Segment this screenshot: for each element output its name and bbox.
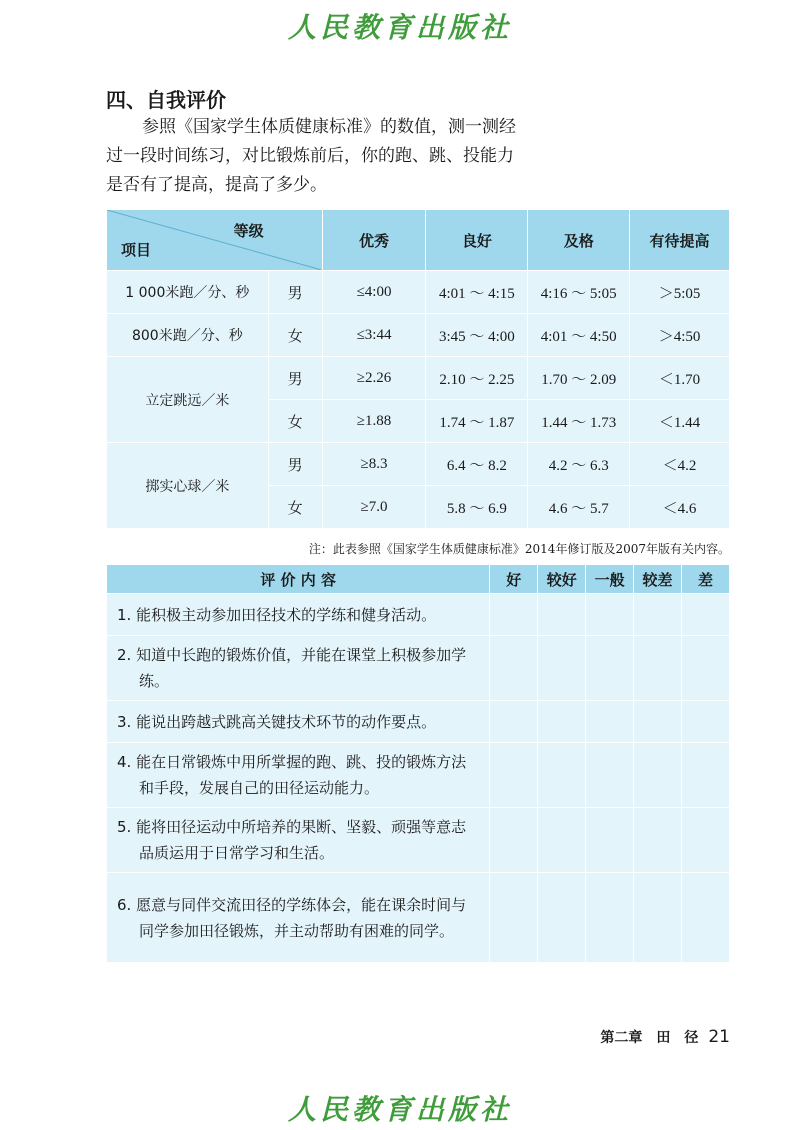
rating-cell[interactable] (682, 636, 730, 701)
section-title: 四、自我评价 (106, 88, 226, 112)
item-label: 项目 (121, 241, 152, 259)
sex-cell: 女 (268, 400, 322, 443)
evaluation-header-row (107, 565, 730, 594)
level-header: 有待提高 (630, 210, 730, 271)
value-cell: 4:01 ～ 4:15 (426, 271, 528, 314)
table-row (107, 701, 730, 743)
table-row (107, 271, 730, 314)
rating-cell[interactable] (634, 808, 682, 873)
value-cell: 4:01 ～ 4:50 (528, 314, 630, 357)
level-header: 良好 (426, 210, 528, 271)
table-row (107, 443, 730, 486)
value-cell: 3:45 ～ 4:00 (426, 314, 528, 357)
rating-cell[interactable] (490, 743, 538, 808)
rating-cell[interactable] (490, 808, 538, 873)
rating-cell[interactable] (490, 594, 538, 636)
value-cell: ＞4:50 (630, 314, 730, 357)
evaluation-item: 2. 知道中长跑的锻炼价值，并能在课堂上积极参加学练。 (107, 636, 490, 701)
rating-header: 差 (682, 565, 730, 594)
table-row (107, 873, 730, 963)
table-row (107, 594, 730, 636)
value-cell: 1.44 ～ 1.73 (528, 400, 630, 443)
value-cell: 2.10 ～ 2.25 (426, 357, 528, 400)
sex-cell: 男 (268, 271, 322, 314)
value-cell: 4.2 ～ 6.3 (528, 443, 630, 486)
value-cell: ＜4.6 (630, 486, 730, 529)
intro-paragraph: 参照《国家学生体质健康标准》的数值，测一测经过一段时间练习，对比锻炼前后，你的跑、跳、投能力是否有了提高，提高了多少。 (106, 117, 516, 195)
sex-cell: 女 (268, 314, 322, 357)
value-cell: 1.74 ～ 1.87 (426, 400, 528, 443)
item-cell: 800米跑／分、秒 (107, 314, 269, 357)
value-cell: ≥2.26 (322, 357, 426, 400)
value-cell: 5.8 ～ 6.9 (426, 486, 528, 529)
rating-cell[interactable] (490, 701, 538, 743)
standards-header-row (107, 210, 730, 271)
fitness-standards-table (106, 209, 730, 529)
rating-cell[interactable] (538, 873, 586, 963)
grade-label: 等级 (233, 222, 264, 240)
rating-cell[interactable] (490, 873, 538, 963)
page-footer (600, 1027, 730, 1047)
sex-cell: 男 (268, 443, 322, 486)
value-cell: ≥1.88 (322, 400, 426, 443)
value-cell: ＜1.70 (630, 357, 730, 400)
rating-cell[interactable] (682, 873, 730, 963)
rating-cell[interactable] (586, 808, 634, 873)
value-cell: ≥8.3 (322, 443, 426, 486)
evaluation-item: 1. 能积极主动参加田径技术的学练和健身活动。 (107, 594, 490, 636)
value-cell: 1.70 ～ 2.09 (528, 357, 630, 400)
table-note: 注：此表参照《国家学生体质健康标准》2014年修订版及2007年版有关内容。 (308, 542, 730, 556)
rating-cell[interactable] (538, 743, 586, 808)
rating-cell[interactable] (538, 636, 586, 701)
item-cell: 掷实心球／米 (107, 443, 269, 529)
table-row (107, 314, 730, 357)
rating-cell[interactable] (682, 701, 730, 743)
value-cell: ≤4:00 (322, 271, 426, 314)
value-cell: ＞5:05 (630, 271, 730, 314)
grade-item-header (107, 210, 323, 271)
rating-cell[interactable] (634, 873, 682, 963)
value-cell: ＜4.2 (630, 443, 730, 486)
rating-header: 好 (490, 565, 538, 594)
rating-cell[interactable] (682, 594, 730, 636)
rating-cell[interactable] (682, 808, 730, 873)
item-cell: 1 000米跑／分、秒 (107, 271, 269, 314)
chapter-label: 第二章 田 径 (600, 1030, 699, 1046)
value-cell: ≥7.0 (322, 486, 426, 529)
evaluation-item: 6. 愿意与同伴交流田径的学练体会，能在课余时间与同学参加田径锻炼，并主动帮助有困难的同学。 (107, 873, 490, 963)
rating-cell[interactable] (538, 594, 586, 636)
rating-cell[interactable] (634, 743, 682, 808)
content-header: 评 价 内 容 (107, 565, 490, 594)
value-cell: 4:16 ～ 5:05 (528, 271, 630, 314)
table-row (107, 636, 730, 701)
rating-cell[interactable] (586, 701, 634, 743)
rating-header: 较差 (634, 565, 682, 594)
publisher-logo-bottom: 人民教育出版社 (287, 1093, 512, 1126)
rating-cell[interactable] (538, 808, 586, 873)
page-number: 21 (708, 1027, 730, 1047)
rating-cell[interactable] (490, 636, 538, 701)
rating-cell[interactable] (634, 701, 682, 743)
value-cell: 6.4 ～ 8.2 (426, 443, 528, 486)
level-header: 优秀 (322, 210, 426, 271)
item-cell: 立定跳远／米 (107, 357, 269, 443)
value-cell: 4.6 ～ 5.7 (528, 486, 630, 529)
value-cell: ＜1.44 (630, 400, 730, 443)
rating-cell[interactable] (586, 743, 634, 808)
table-row (107, 357, 730, 400)
sex-cell: 男 (268, 357, 322, 400)
rating-cell[interactable] (682, 743, 730, 808)
sex-cell: 女 (268, 486, 322, 529)
rating-cell[interactable] (538, 701, 586, 743)
rating-cell[interactable] (586, 594, 634, 636)
rating-cell[interactable] (634, 594, 682, 636)
evaluation-item: 5. 能将田径运动中所培养的果断、坚毅、顽强等意志品质运用于日常学习和生活。 (107, 808, 490, 873)
rating-header: 一般 (586, 565, 634, 594)
evaluation-item: 4. 能在日常锻炼中用所掌握的跑、跳、投的锻炼方法和手段，发展自己的田径运动能力。 (107, 743, 490, 808)
level-header: 及格 (528, 210, 630, 271)
rating-cell[interactable] (586, 873, 634, 963)
self-evaluation-table (106, 564, 730, 963)
evaluation-item: 3. 能说出跨越式跳高关键技术环节的动作要点。 (107, 701, 490, 743)
rating-cell[interactable] (586, 636, 634, 701)
rating-header: 较好 (538, 565, 586, 594)
value-cell: ≤3:44 (322, 314, 426, 357)
table-row (107, 808, 730, 873)
table-row (107, 743, 730, 808)
publisher-logo-top: 人民教育出版社 (287, 11, 512, 44)
rating-cell[interactable] (634, 636, 682, 701)
